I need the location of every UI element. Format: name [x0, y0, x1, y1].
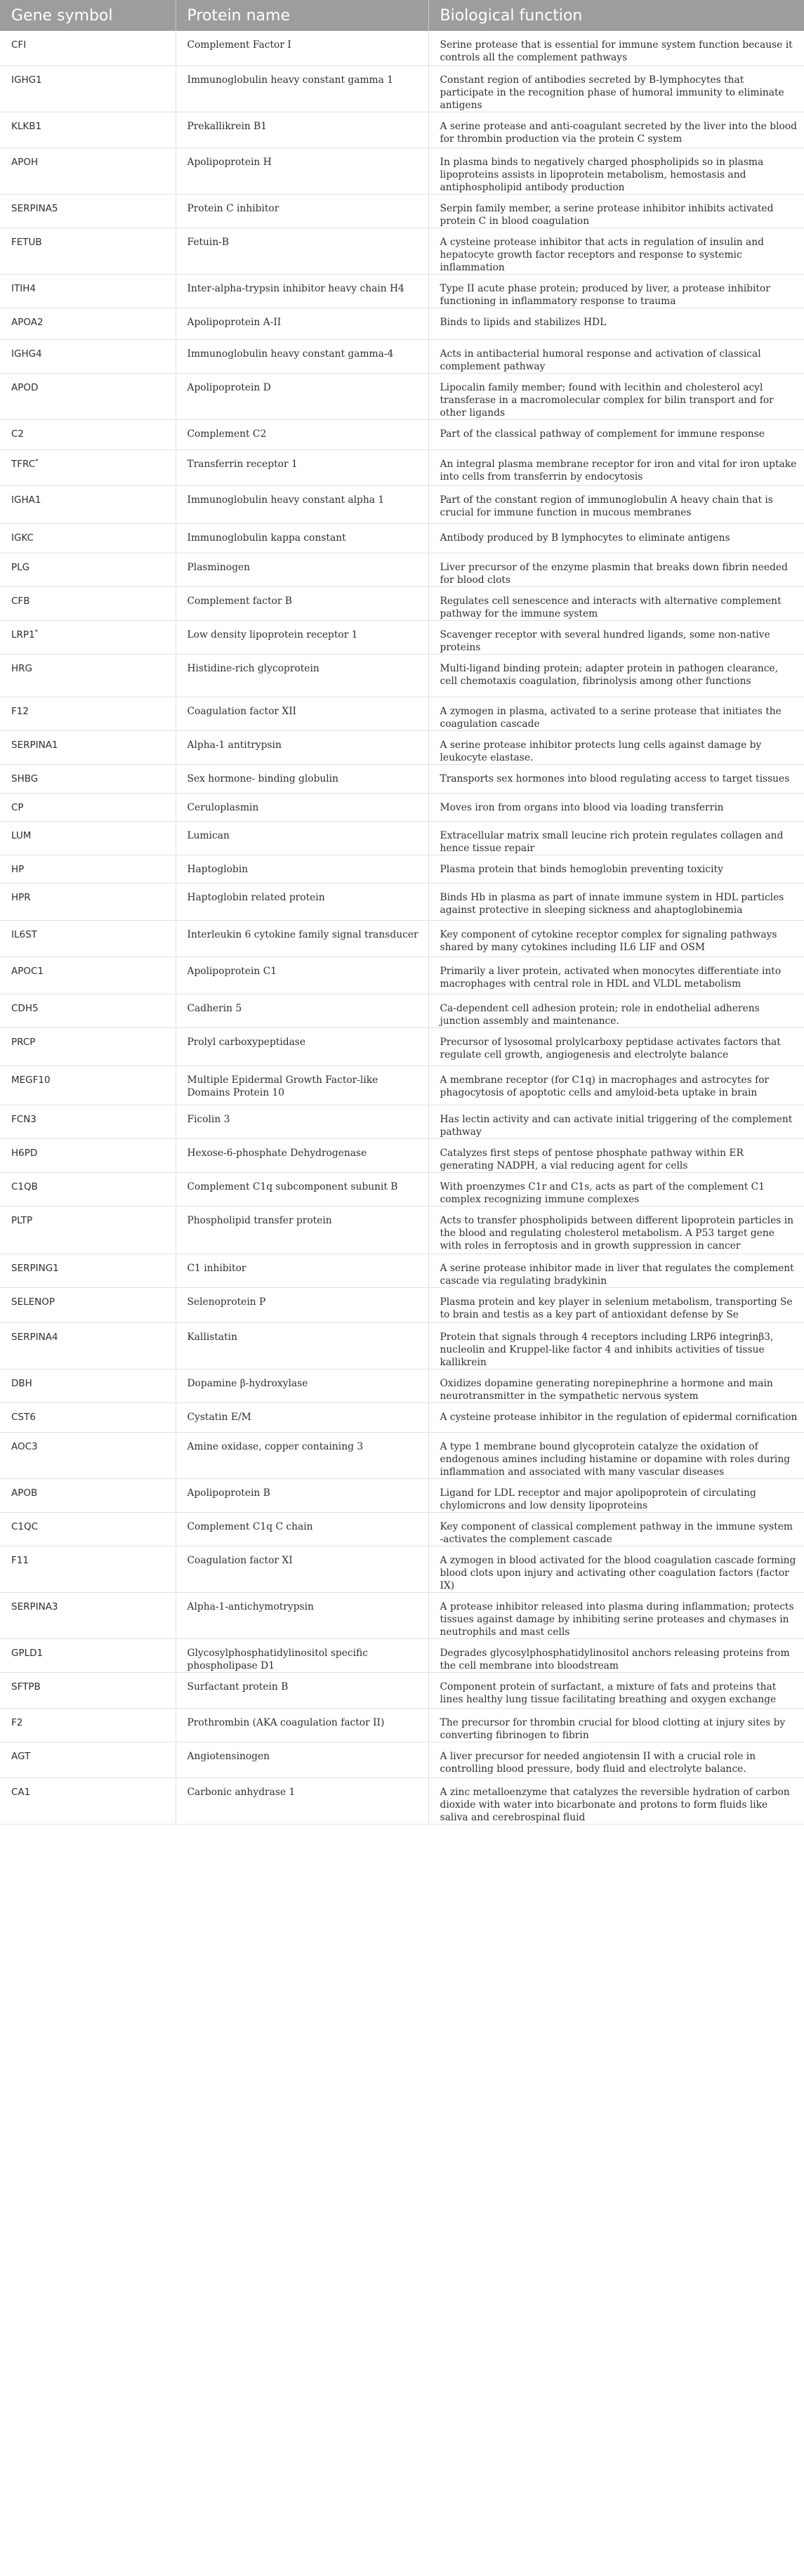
biological-function-cell: Key component of cytokine receptor complex for signaling pathways shared by many cytokines including IL6 LIF and OSM: [428, 920, 804, 957]
table-header: [0, 0, 804, 31]
table-row: [0, 697, 804, 730]
protein-name-cell: Complement C1q subcomponent subunit B: [176, 1172, 428, 1206]
gene-symbol: GPLD1: [11, 1647, 44, 1659]
table-row: [0, 1027, 804, 1065]
biological-function-cell: Acts in antibacterial humoral response and activation of classical complement pathway: [428, 339, 804, 373]
gene-symbol-cell: [0, 1478, 176, 1512]
gene-symbol: FCN3: [11, 1113, 37, 1125]
gene-symbol-cell: [0, 31, 176, 65]
protein-name-cell: Selenoprotein P: [176, 1287, 428, 1322]
gene-symbol: KLKB1: [11, 120, 42, 132]
biological-function-cell: Multi-ligand binding protein; adapter protein in pathogen clearance, cell chemotaxis coagulation, fibrinolysis among other functions: [428, 654, 804, 697]
gene-symbol: F2: [11, 1716, 23, 1728]
footnote-marker: *: [35, 458, 39, 465]
gene-symbol: FETUB: [11, 236, 42, 248]
protein-name-cell: Transferrin receptor 1: [176, 449, 428, 485]
gene-symbol: SERPINA5: [11, 202, 58, 214]
table-row: [0, 793, 804, 821]
gene-symbol-cell: [0, 586, 176, 620]
table-row: [0, 1369, 804, 1402]
gene-symbol-cell: [0, 1065, 176, 1105]
protein-name-cell: Prekallikrein B1: [176, 112, 428, 147]
protein-name-cell: Kallistatin: [176, 1322, 428, 1369]
protein-name-cell: Ceruloplasmin: [176, 793, 428, 821]
gene-symbol: APOA2: [11, 316, 44, 328]
gene-symbol-cell: [0, 1432, 176, 1478]
gene-symbol: DBH: [11, 1377, 32, 1389]
table-body: [0, 31, 804, 1824]
protein-name-cell: Immunoglobulin kappa constant: [176, 523, 428, 553]
gene-symbol: PLTP: [11, 1214, 33, 1226]
gene-symbol: CST6: [11, 1411, 36, 1423]
biological-function-cell: An integral plasma membrane receptor for iron and vital for iron uptake into cells from transferrin by endocytosis: [428, 449, 804, 485]
protein-name-cell: Protein C inhibitor: [176, 194, 428, 228]
protein-name-cell: Angiotensinogen: [176, 1742, 428, 1777]
protein-name-cell: Ficolin 3: [176, 1105, 428, 1138]
biological-function-cell: Type II acute phase protein; produced by liver, a protease inhibitor functioning in inflammatory response to trauma: [428, 274, 804, 308]
table-row: [0, 1777, 804, 1824]
biological-function-cell: Plasma protein that binds hemoglobin preventing toxicity: [428, 855, 804, 883]
table-row: [0, 419, 804, 449]
table-row: [0, 1708, 804, 1742]
gene-symbol-cell: [0, 194, 176, 228]
table-row: [0, 1206, 804, 1254]
gene-symbol-cell: [0, 1592, 176, 1638]
gene-symbol: SERPING1: [11, 1262, 59, 1274]
gene-symbol-cell: [0, 1027, 176, 1065]
gene-symbol: CFI: [11, 39, 27, 51]
gene-symbol: SERPINA1: [11, 739, 58, 751]
biological-function-cell: Binds Hb in plasma as part of innate immune system in HDL particles against protective in sleeping sickness and ahaptoglobinemia: [428, 883, 804, 920]
gene-symbol: C1QC: [11, 1520, 39, 1532]
biological-function-cell: A zinc metalloenzyme that catalyzes the reversible hydration of carbon dioxide with water into bicarbonate and protons to form fluids like saliva and cerebrospinal fluid: [428, 1777, 804, 1824]
protein-name-cell: Multiple Epidermal Growth Factor-like Domains Protein 10: [176, 1065, 428, 1105]
protein-name-cell: Apolipoprotein H: [176, 147, 428, 194]
table-row: [0, 883, 804, 920]
gene-symbol-cell: [0, 65, 176, 112]
biological-function-cell: Binds to lipids and stabilizes HDL: [428, 308, 804, 339]
gene-symbol: H6PD: [11, 1147, 38, 1159]
gene-symbol-cell: [0, 855, 176, 883]
table-row: [0, 1478, 804, 1512]
protein-name-cell: Immunoglobulin heavy constant gamma 1: [176, 65, 428, 112]
gene-symbol-cell: [0, 764, 176, 793]
gene-symbol: LRP1: [11, 629, 35, 640]
gene-symbol: HPR: [11, 891, 31, 903]
protein-name-cell: Prothrombin (AKA coagulation factor II): [176, 1708, 428, 1742]
header-biological-function: Biological function: [428, 0, 804, 31]
table-row: [0, 65, 804, 112]
protein-name-cell: Amine oxidase, copper containing 3: [176, 1432, 428, 1478]
protein-name-cell: Complement Factor I: [176, 31, 428, 65]
table-row: [0, 1138, 804, 1172]
biological-function-cell: Ligand for LDL receptor and major apolipoprotein of circulating chylomicrons and low density lipoproteins: [428, 1478, 804, 1512]
gene-symbol-cell: [0, 654, 176, 697]
gene-symbol-cell: [0, 523, 176, 553]
biological-function-cell: Liver precursor of the enzyme plasmin that breaks down fibrin needed for blood clots: [428, 553, 804, 586]
gene-symbol: IGHG4: [11, 348, 42, 360]
biological-function-cell: A serine protease inhibitor protects lung cells against damage by leukocyte elastase.: [428, 730, 804, 764]
gene-symbol-cell: [0, 553, 176, 586]
table-row: [0, 957, 804, 994]
biological-function-cell: Has lectin activity and can activate initial triggering of the complement pathway: [428, 1105, 804, 1138]
gene-symbol-cell: [0, 1742, 176, 1777]
table-row: [0, 1592, 804, 1638]
gene-symbol: C1QB: [11, 1181, 38, 1192]
biological-function-cell: Regulates cell senescence and interacts with alternative complement pathway for the immune system: [428, 586, 804, 620]
protein-name-cell: Glycosylphosphatidylinositol specific phospholipase D1: [176, 1638, 428, 1672]
gene-symbol-cell: [0, 274, 176, 308]
gene-symbol: SHBG: [11, 773, 39, 784]
gene-symbol-cell: [0, 112, 176, 147]
protein-name-cell: Complement factor B: [176, 586, 428, 620]
gene-symbol: C2: [11, 428, 25, 440]
table-row: [0, 821, 804, 855]
biological-function-cell: Component protein of surfactant, a mixture of fats and proteins that lines healthy lung tissue facilitating breathing and oxygen exchange: [428, 1672, 804, 1708]
table-row: [0, 274, 804, 308]
gene-symbol-cell: [0, 883, 176, 920]
gene-symbol: APOD: [11, 381, 39, 393]
gene-symbol-cell: [0, 697, 176, 730]
protein-name-cell: Apolipoprotein B: [176, 1478, 428, 1512]
gene-symbol-cell: [0, 419, 176, 449]
biological-function-cell: Serpin family member, a serine protease inhibitor inhibits activated protein C in blood coagulation: [428, 194, 804, 228]
table-row: [0, 1254, 804, 1287]
biological-function-cell: Serine protease that is essential for immune system function because it controls all the complement pathways: [428, 31, 804, 65]
gene-symbol-cell: [0, 1672, 176, 1708]
biological-function-cell: Transports sex hormones into blood regulating access to target tissues: [428, 764, 804, 793]
protein-name-cell: Carbonic anhydrase 1: [176, 1777, 428, 1824]
biological-function-cell: Lipocalin family member; found with lecithin and cholesterol acyl transferase in a macromolecular complex for bilin transport and for other ligands: [428, 373, 804, 419]
footnote-marker: *: [34, 629, 39, 636]
protein-name-cell: Complement C2: [176, 419, 428, 449]
biological-function-cell: A type 1 membrane bound glycoprotein catalyze the oxidation of endogenous amines including histamine or dopamine with roles during inflammation and associated with many vascular diseases: [428, 1432, 804, 1478]
gene-symbol: CDH5: [11, 1002, 39, 1014]
table-row: [0, 730, 804, 764]
table-row: [0, 1105, 804, 1138]
header-protein-name: Protein name: [176, 0, 428, 31]
table-row: [0, 523, 804, 553]
protein-name-cell: Fetuin-B: [176, 228, 428, 274]
protein-name-cell: Coagulation factor XII: [176, 697, 428, 730]
table-row: [0, 994, 804, 1027]
biological-function-cell: A serine protease inhibitor made in liver that regulates the complement cascade via regulating bradykinin: [428, 1254, 804, 1287]
gene-symbol: CA1: [11, 1786, 31, 1798]
header-row: [0, 0, 804, 31]
gene-symbol: AGT: [11, 1750, 31, 1762]
protein-name-cell: Hexose-6-phosphate Dehydrogenase: [176, 1138, 428, 1172]
gene-symbol-cell: [0, 449, 176, 485]
table-row: [0, 194, 804, 228]
gene-symbol-cell: [0, 1172, 176, 1206]
gene-symbol: HRG: [11, 662, 32, 674]
biological-function-cell: Catalyzes first steps of pentose phosphate pathway within ER generating NADPH, a vial reducing agent for cells: [428, 1138, 804, 1172]
gene-symbol-cell: [0, 1369, 176, 1402]
gene-symbol-cell: [0, 1638, 176, 1672]
gene-symbol-cell: [0, 957, 176, 994]
gene-symbol: IGKC: [11, 532, 34, 544]
gene-symbol-cell: [0, 485, 176, 523]
gene-symbol-cell: [0, 1546, 176, 1592]
table-row: [0, 485, 804, 523]
gene-symbol-cell: [0, 1777, 176, 1824]
biological-function-cell: Moves iron from organs into blood via loading transferrin: [428, 793, 804, 821]
protein-name-cell: Inter-alpha-trypsin inhibitor heavy chain H4: [176, 274, 428, 308]
biological-function-cell: A protease inhibitor released into plasma during inflammation; protects tissues against damage by inhibiting serine proteases and chymases in neutrophils and mast cells: [428, 1592, 804, 1638]
table-row: [0, 147, 804, 194]
protein-name-cell: Sex hormone- binding globulin: [176, 764, 428, 793]
biological-function-cell: Oxidizes dopamine generating norepinephrine a hormone and main neurotransmitter in the sympathetic nervous system: [428, 1369, 804, 1402]
table-row: [0, 586, 804, 620]
gene-symbol-cell: [0, 339, 176, 373]
table-row: [0, 449, 804, 485]
protein-name-cell: Immunoglobulin heavy constant alpha 1: [176, 485, 428, 523]
biological-function-cell: Primarily a liver protein, activated when monocytes differentiate into macrophages with central role in HDL and VLDL metabolism: [428, 957, 804, 994]
biological-function-cell: The precursor for thrombin crucial for blood clotting at injury sites by converting fibrinogen to fibrin: [428, 1708, 804, 1742]
gene-symbol: APOC1: [11, 965, 44, 977]
table-row: [0, 620, 804, 654]
table-row: [0, 920, 804, 957]
protein-name-cell: Phospholipid transfer protein: [176, 1206, 428, 1254]
gene-symbol: SFTPB: [11, 1681, 41, 1693]
protein-name-cell: Plasminogen: [176, 553, 428, 586]
protein-name-cell: Surfactant protein B: [176, 1672, 428, 1708]
protein-name-cell: C1 inhibitor: [176, 1254, 428, 1287]
gene-symbol: F12: [11, 705, 29, 717]
gene-symbol: ITIH4: [11, 282, 36, 294]
gene-symbol-cell: [0, 1708, 176, 1742]
gene-symbol: IL6ST: [11, 928, 37, 940]
biological-function-cell: Precursor of lysosomal prolylcarboxy peptidase activates factors that regulate cell growth, angiogenesis and electrolyte balance: [428, 1027, 804, 1065]
gene-symbol: APOH: [11, 156, 39, 168]
biological-function-cell: Plasma protein and key player in selenium metabolism, transporting Se to brain and testis as a key part of antioxidant defense by Se: [428, 1287, 804, 1322]
biological-function-cell: A liver precursor for needed angiotensin II with a crucial role in controlling blood pressure, body fluid and electrolyte balance.: [428, 1742, 804, 1777]
table-row: [0, 764, 804, 793]
biological-function-cell: Constant region of antibodies secreted by B-lymphocytes that participate in the recognition phase of humoral immunity to eliminate antigens: [428, 65, 804, 112]
gene-symbol: SELENOP: [11, 1296, 55, 1308]
gene-symbol: F11: [11, 1554, 29, 1566]
table-row: [0, 1322, 804, 1369]
biological-function-cell: Scavenger receptor with several hundred ligands, some non-native proteins: [428, 620, 804, 654]
biological-function-cell: Protein that signals through 4 receptors including LRP6 integrinβ3, nucleolin and Kruppel-like factor 4 and inhibits activities of tissue kallikrein: [428, 1322, 804, 1369]
gene-symbol: SERPINA4: [11, 1331, 58, 1343]
table-row: [0, 1287, 804, 1322]
protein-name-cell: Cystatin E/M: [176, 1402, 428, 1432]
gene-symbol-cell: [0, 1138, 176, 1172]
gene-symbol-cell: [0, 1322, 176, 1369]
gene-symbol-cell: [0, 373, 176, 419]
gene-symbol: LUM: [11, 829, 32, 841]
gene-symbol-cell: [0, 1512, 176, 1546]
biological-function-cell: In plasma binds to negatively charged phospholipids so in plasma lipoproteins assists in lipoprotein metabolism, hemostasis and antiphospholipid antibody production: [428, 147, 804, 194]
protein-name-cell: Low density lipoprotein receptor 1: [176, 620, 428, 654]
gene-symbol: IGHA1: [11, 494, 41, 506]
gene-symbol: IGHG1: [11, 74, 42, 86]
biological-function-cell: A cysteine protease inhibitor in the regulation of epidermal cornification: [428, 1402, 804, 1432]
gene-symbol-cell: [0, 228, 176, 274]
table-row: [0, 654, 804, 697]
biological-function-cell: A cysteine protease inhibitor that acts in regulation of insulin and hepatocyte growth factor receptors and response to systemic inflammation: [428, 228, 804, 274]
biological-function-cell: With proenzymes C1r and C1s, acts as part of the complement C1 complex recognizing immune complexes: [428, 1172, 804, 1206]
gene-symbol-cell: [0, 1402, 176, 1432]
table-row: [0, 339, 804, 373]
protein-name-cell: Lumican: [176, 821, 428, 855]
table-row: [0, 112, 804, 147]
gene-symbol: HP: [11, 863, 25, 875]
gene-symbol-cell: [0, 308, 176, 339]
protein-name-cell: Apolipoprotein C1: [176, 957, 428, 994]
gene-symbol: CP: [11, 801, 24, 813]
gene-symbol: PLG: [11, 561, 30, 573]
gene-symbol: SERPINA3: [11, 1601, 58, 1612]
gene-symbol: CFB: [11, 595, 30, 607]
table-row: [0, 855, 804, 883]
table-row: [0, 308, 804, 339]
protein-name-cell: Haptoglobin: [176, 855, 428, 883]
gene-symbol-cell: [0, 920, 176, 957]
gene-symbol-cell: [0, 1206, 176, 1254]
biological-function-cell: Part of the classical pathway of complement for immune response: [428, 419, 804, 449]
biological-function-cell: Ca-dependent cell adhesion protein; role in endothelial adherens junction assembly and maintenance.: [428, 994, 804, 1027]
protein-name-cell: Immunoglobulin heavy constant gamma-4: [176, 339, 428, 373]
biological-function-cell: A serine protease and anti-coagulant secreted by the liver into the blood for thrombin production via the protein C system: [428, 112, 804, 147]
gene-symbol-cell: [0, 1287, 176, 1322]
table-row: [0, 553, 804, 586]
gene-symbol: TFRC: [11, 458, 36, 470]
biological-function-cell: Extracellular matrix small leucine rich protein regulates collagen and hence tissue repair: [428, 821, 804, 855]
gene-symbol-cell: [0, 620, 176, 654]
table-row: [0, 1672, 804, 1708]
protein-name-cell: Apolipoprotein A-II: [176, 308, 428, 339]
table-row: [0, 1065, 804, 1105]
biological-function-cell: A zymogen in blood activated for the blood coagulation cascade forming blood clots upon injury and activating other coagulation factors (factor IX): [428, 1546, 804, 1592]
gene-symbol-cell: [0, 994, 176, 1027]
protein-name-cell: Cadherin 5: [176, 994, 428, 1027]
table-row: [0, 1172, 804, 1206]
table-row: [0, 1638, 804, 1672]
biological-function-cell: A membrane receptor (for C1q) in macrophages and astrocytes for phagocytosis of apoptotic cells and amyloid-beta uptake in brain: [428, 1065, 804, 1105]
gene-symbol-cell: [0, 730, 176, 764]
protein-name-cell: Haptoglobin related protein: [176, 883, 428, 920]
protein-name-cell: Histidine-rich glycoprotein: [176, 654, 428, 697]
gene-symbol-cell: [0, 793, 176, 821]
biological-function-cell: Acts to transfer phospholipids between different lipoprotein particles in the blood and regulating cholesterol metabolism. A P53 target gene with roles in ferroptosis and in growth suppression in cancer: [428, 1206, 804, 1254]
protein-name-cell: Alpha-1-antichymotrypsin: [176, 1592, 428, 1638]
biological-function-cell: Degrades glycosylphosphatidylinositol anchors releasing proteins from the cell membrane into bloodstream: [428, 1638, 804, 1672]
gene-symbol-cell: [0, 1254, 176, 1287]
gene-symbol: MEGF10: [11, 1074, 51, 1086]
protein-name-cell: Prolyl carboxypeptidase: [176, 1027, 428, 1065]
gene-symbol: AOC3: [11, 1440, 38, 1452]
gene-symbol-cell: [0, 821, 176, 855]
biological-function-cell: A zymogen in plasma, activated to a serine protease that initiates the coagulation cascade: [428, 697, 804, 730]
table-row: [0, 1432, 804, 1478]
gene-symbol-cell: [0, 1105, 176, 1138]
table-row: [0, 1546, 804, 1592]
protein-name-cell: Alpha-1 antitrypsin: [176, 730, 428, 764]
protein-name-cell: Coagulation factor XI: [176, 1546, 428, 1592]
protein-name-cell: Complement C1q C chain: [176, 1512, 428, 1546]
biological-function-cell: Antibody produced by B lymphocytes to eliminate antigens: [428, 523, 804, 553]
biological-function-cell: Part of the constant region of immunoglobulin A heavy chain that is crucial for immune function in mucous membranes: [428, 485, 804, 523]
gene-symbol-cell: [0, 147, 176, 194]
protein-name-cell: Apolipoprotein D: [176, 373, 428, 419]
protein-name-cell: Dopamine β-hydroxylase: [176, 1369, 428, 1402]
header-gene-symbol: Gene symbol: [0, 0, 176, 31]
table-row: [0, 1512, 804, 1546]
protein-name-cell: Interleukin 6 cytokine family signal transducer: [176, 920, 428, 957]
table-row: [0, 373, 804, 419]
table-row: [0, 1402, 804, 1432]
table-row: [0, 228, 804, 274]
gene-symbol: PRCP: [11, 1036, 36, 1048]
biological-function-cell: Key component of classical complement pathway in the immune system -activates the complement cascade: [428, 1512, 804, 1546]
table-row: [0, 1742, 804, 1777]
gene-symbol: APOB: [11, 1487, 38, 1499]
table-row: [0, 31, 804, 65]
